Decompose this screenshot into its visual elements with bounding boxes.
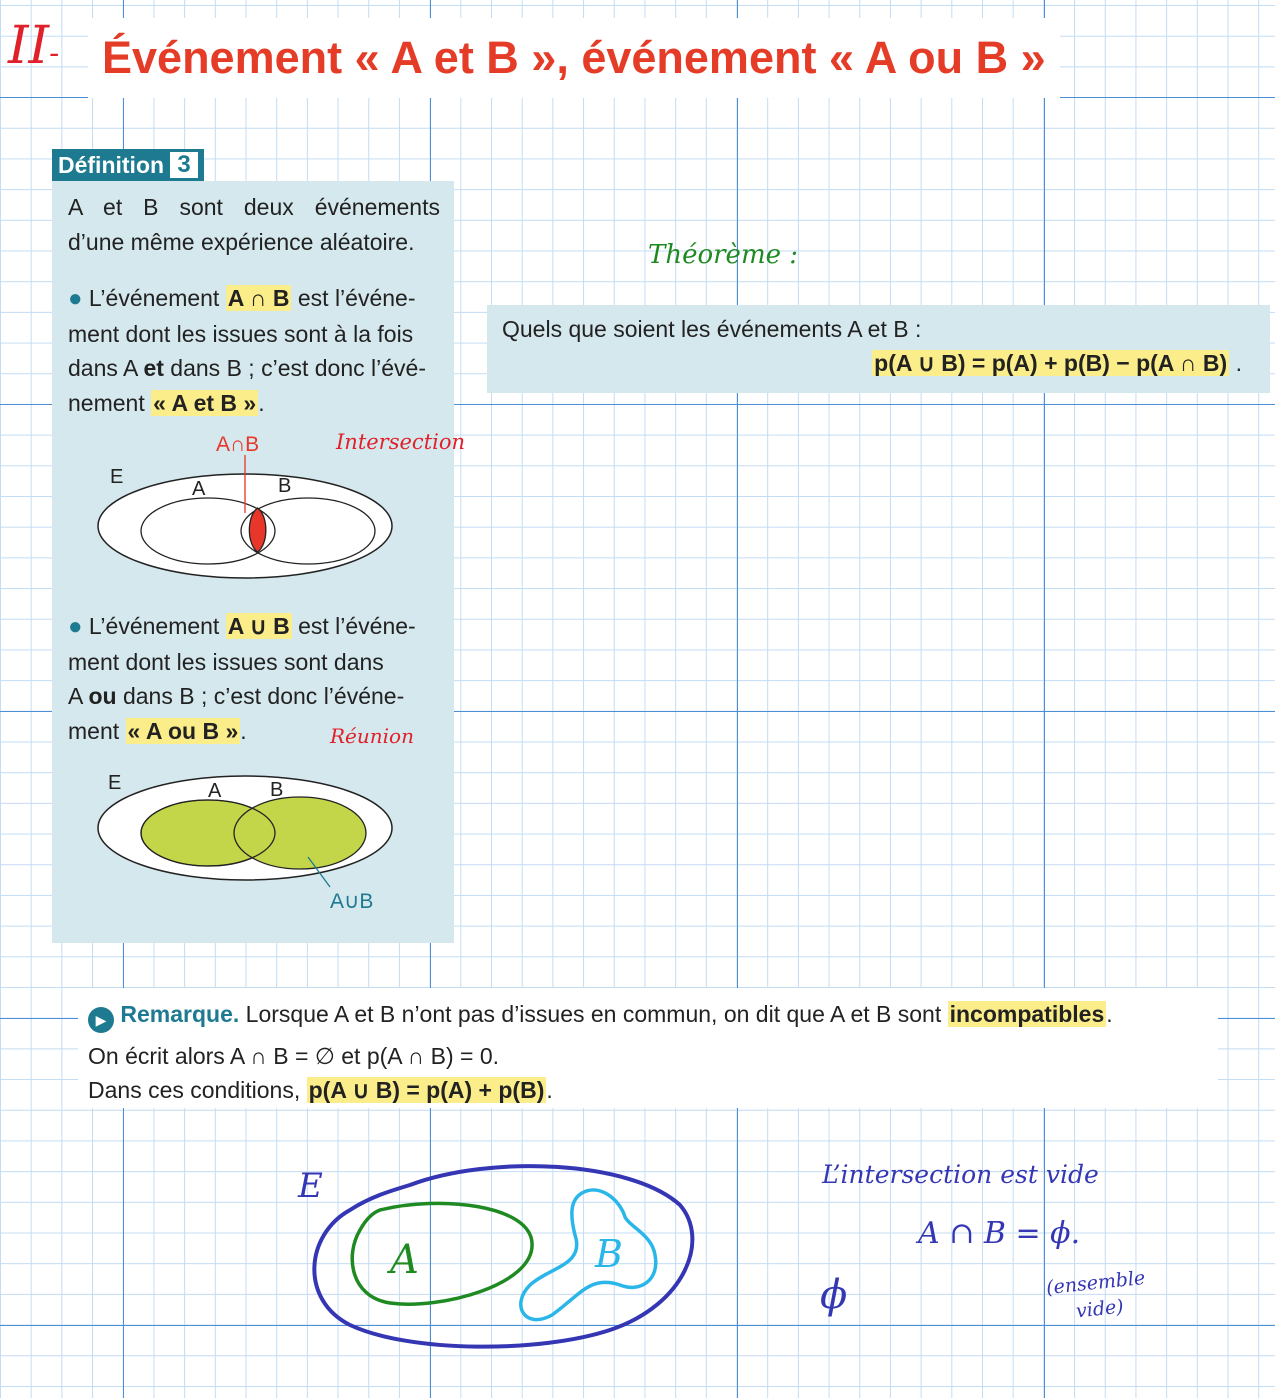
remark-l3-pre: Dans ces conditions,	[88, 1077, 307, 1103]
intro-line-2: d’une même expérience aléatoire.	[68, 228, 415, 255]
remark-line-1	[88, 997, 1113, 1033]
hand-line-1: L’intersection est vide	[822, 1160, 1099, 1189]
inter-line-3	[68, 351, 440, 386]
intersection-region	[249, 508, 266, 552]
venn-b-label: B	[278, 475, 292, 497]
hand-universe-shape	[314, 1166, 692, 1347]
hand-paren-1: (ensemble	[1045, 1266, 1147, 1300]
remark-l3-end: .	[546, 1077, 553, 1103]
play-icon: ▶	[88, 1007, 114, 1033]
union-l4-pre: ment	[68, 717, 126, 744]
venn-e-label: E	[110, 466, 124, 488]
inter-pre: L’événement	[88, 285, 226, 311]
intro-line-1: A et B sont deux événements	[68, 194, 440, 220]
definition-intro	[68, 190, 440, 259]
venn-union-label: A∪B	[330, 890, 374, 913]
inter-line-1	[68, 281, 440, 317]
union-l3-bold: ou	[88, 683, 117, 709]
bullet-icon: ●	[68, 613, 83, 640]
union-l3-pre: A	[68, 683, 89, 709]
roman-numeral	[8, 16, 59, 84]
union-line-3	[68, 679, 440, 714]
set-b-ellipse	[234, 797, 366, 869]
theorem-annotation: Théorème :	[648, 240, 799, 270]
empty-set-symbol: ϕ	[820, 1272, 848, 1318]
venn-e-label: E	[108, 772, 122, 794]
venn-a-label: A	[192, 478, 206, 500]
venn-inter-label: A∩B	[216, 433, 260, 456]
remark-l1-hl: incompatibles	[949, 1001, 1105, 1027]
reunion-annotation: Réunion	[330, 724, 414, 748]
venn-a-label: A	[208, 780, 222, 802]
remark-l1-end: .	[1106, 1001, 1113, 1027]
intersection-annotation: Intersection	[336, 430, 466, 454]
intersection-paragraph	[68, 281, 440, 420]
inter-l3-post: dans B ; c’est donc l’évé-	[163, 355, 426, 381]
handwritten-disjoint-sets	[290, 1155, 710, 1355]
remark-l3-hl: p(A ∪ B) = p(A) + p(B)	[308, 1077, 545, 1103]
roman-text: II	[8, 16, 50, 76]
hand-paren-2: vide)	[1074, 1295, 1125, 1323]
union-l3-post: dans B ; c’est donc l’événe-	[116, 683, 405, 709]
inter-l4-post: .	[258, 389, 265, 416]
hand-set-a-shape	[352, 1203, 532, 1304]
hand-b-label: B	[595, 1232, 623, 1276]
theorem-line-1: Quels que soient les événements A et B :	[502, 316, 922, 342]
theorem-formula-line	[500, 346, 1242, 381]
union-l4-post: .	[240, 717, 247, 744]
roman-dash: -	[49, 36, 60, 71]
inter-l1-post: est l’événe-	[291, 285, 416, 311]
remark-line-3	[88, 1073, 553, 1108]
union-pre: L’événement	[88, 613, 226, 639]
section-title: Événement « A et B », événement « A ou B »	[88, 18, 1060, 98]
inter-symbol: A ∩ B	[227, 285, 290, 311]
hand-line-2: A ∩ B = ϕ.	[918, 1216, 1081, 1251]
inter-l3-bold: et	[143, 355, 164, 381]
definition-number: 3	[170, 152, 198, 178]
definition-label: Définition	[58, 152, 165, 178]
union-symbol: A ∪ B	[227, 613, 290, 639]
hand-a-label: A	[390, 1237, 419, 1283]
remark-line-2: On écrit alors A ∩ B = ∅ et p(A ∩ B) = 0.	[88, 1043, 500, 1069]
inter-l4-pre: nement	[68, 389, 152, 416]
inter-line-4	[68, 386, 440, 421]
hand-e-label: E	[298, 1166, 323, 1206]
union-line-1	[68, 609, 440, 645]
theorem-end: .	[1229, 350, 1242, 376]
hand-set-b-shape	[521, 1190, 656, 1320]
venn-b-label: B	[270, 779, 284, 801]
union-venn-diagram	[90, 765, 410, 915]
inter-line-2: ment dont les issues sont à la fois	[68, 320, 414, 347]
inter-l4-hl: « A et B »	[153, 389, 257, 416]
union-l1-post: est l’événe-	[291, 613, 416, 639]
theorem-formula: p(A ∪ B) = p(A) + p(B) − p(A ∩ B)	[874, 350, 1228, 376]
definition-tag	[52, 149, 204, 181]
remark-l1-text: Lorsque A et B n’ont pas d’issues en commun, on dit que A et B sont	[239, 1001, 948, 1027]
union-line-2: ment dont les issues sont dans	[68, 648, 384, 675]
bullet-icon: ●	[68, 285, 83, 312]
union-l4-hl: « A ou B »	[127, 717, 239, 744]
inter-l3-pre: dans A	[68, 355, 144, 381]
remark-title: Remarque.	[120, 1001, 240, 1027]
